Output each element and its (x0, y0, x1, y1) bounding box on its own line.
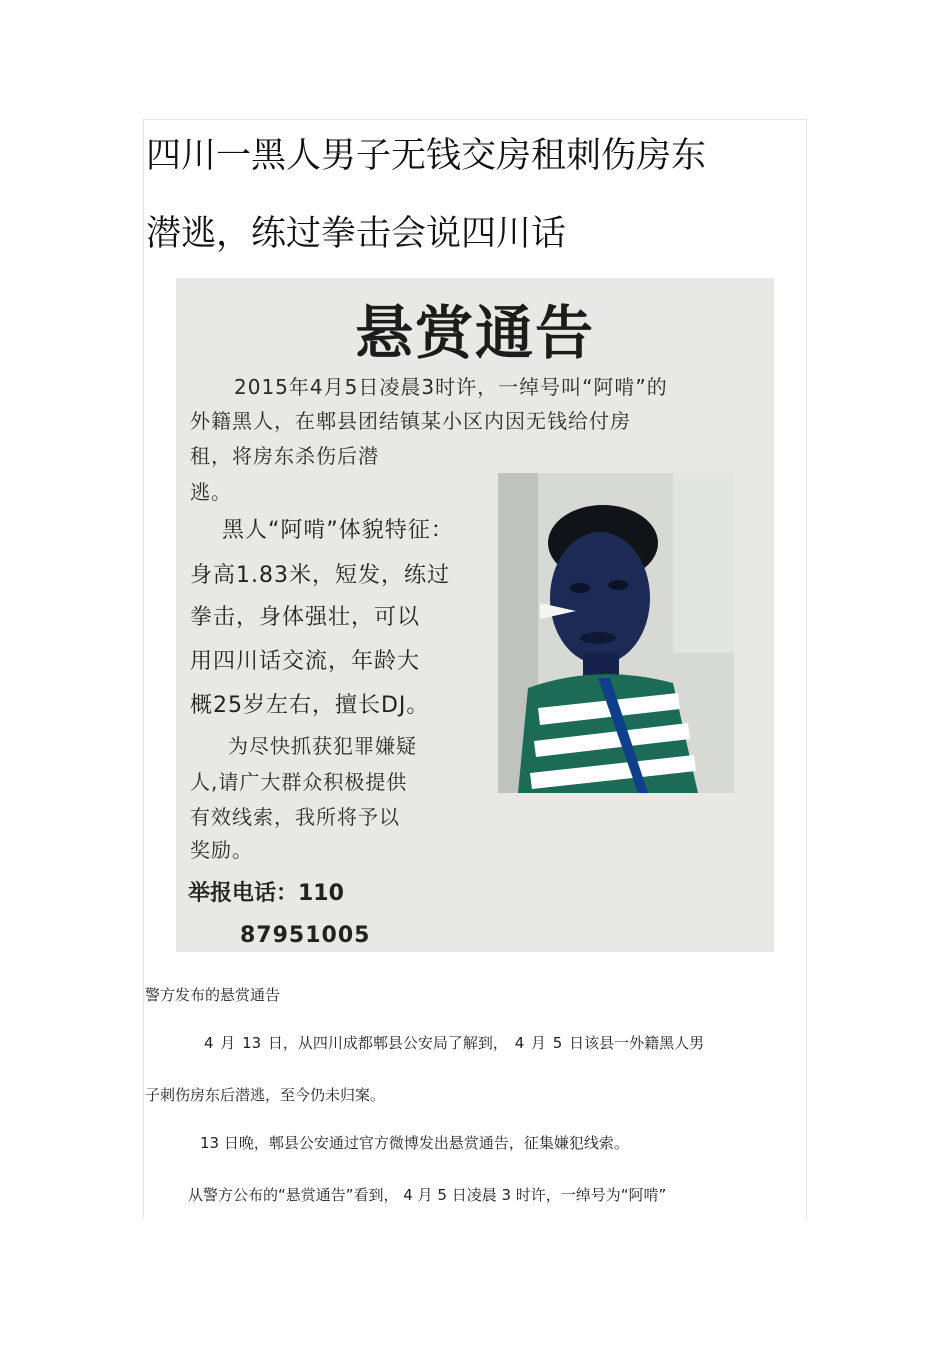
poster-phone: 87951005 (240, 923, 371, 948)
poster-appeal-line: 奖励。 (190, 838, 253, 862)
poster-intro-line: 2015年4月5日凌晨3时许，一绰号叫“阿啃”的 (234, 375, 668, 399)
poster-feature-line: 拳击，身体强壮，可以 (190, 605, 421, 630)
paragraph-1-line-2: 子刺伤房东后潜逃，至今仍未归案。 (145, 1086, 386, 1104)
poster-title: 悬赏通告 (354, 299, 595, 367)
poster-intro-line: 租，将房东杀伤后潜 (190, 444, 379, 468)
headline-line-2: 潜逃，练过拳击会说四川话 (146, 214, 567, 254)
paragraph-3: 从警方公布的“悬赏通告”看到， 4 月 5 日凌晨 3 时许，一绰号为“阿啃” (188, 1186, 667, 1204)
poster-hotline: 举报电话：110 (188, 881, 344, 906)
poster-appeal-line: 人,请广大群众积极提供 (190, 770, 408, 794)
poster-intro-line: 外籍黑人，在郫县团结镇某小区内因无钱给付房 (190, 409, 631, 433)
poster-intro-line: 逃。 (190, 480, 232, 504)
paragraph-2: 13 日晚，郫县公安通过官方微博发出悬赏通告，征集嫌犯线索。 (200, 1134, 629, 1152)
wanted-poster-image (176, 278, 774, 952)
suspect-photo-icon (498, 473, 734, 793)
poster-feature-line: 概25岁左右，擅长DJ。 (190, 693, 430, 718)
poster-feature-line: 身高1.83米，短发，练过 (190, 563, 450, 588)
poster-feature-line: 用四川话交流，年龄大 (190, 649, 421, 674)
paragraph-1-line-1: 4 月 13 日，从四川成都郫县公安局了解到， 4 月 5 日该县一外籍黑人男 (204, 1034, 705, 1052)
headline-line-1: 四川一黑人男子无钱交房租刺伤房东 (146, 136, 707, 176)
poster-appeal-line: 为尽快抓获犯罪嫌疑 (228, 734, 417, 758)
image-caption: 警方发布的悬赏通告 (145, 986, 281, 1004)
poster-appeal-line: 有效线索，我所将予以 (190, 805, 400, 829)
poster-features-heading: 黑人“阿啃”体貌特征： (222, 518, 454, 543)
suspect-photo (498, 473, 734, 793)
